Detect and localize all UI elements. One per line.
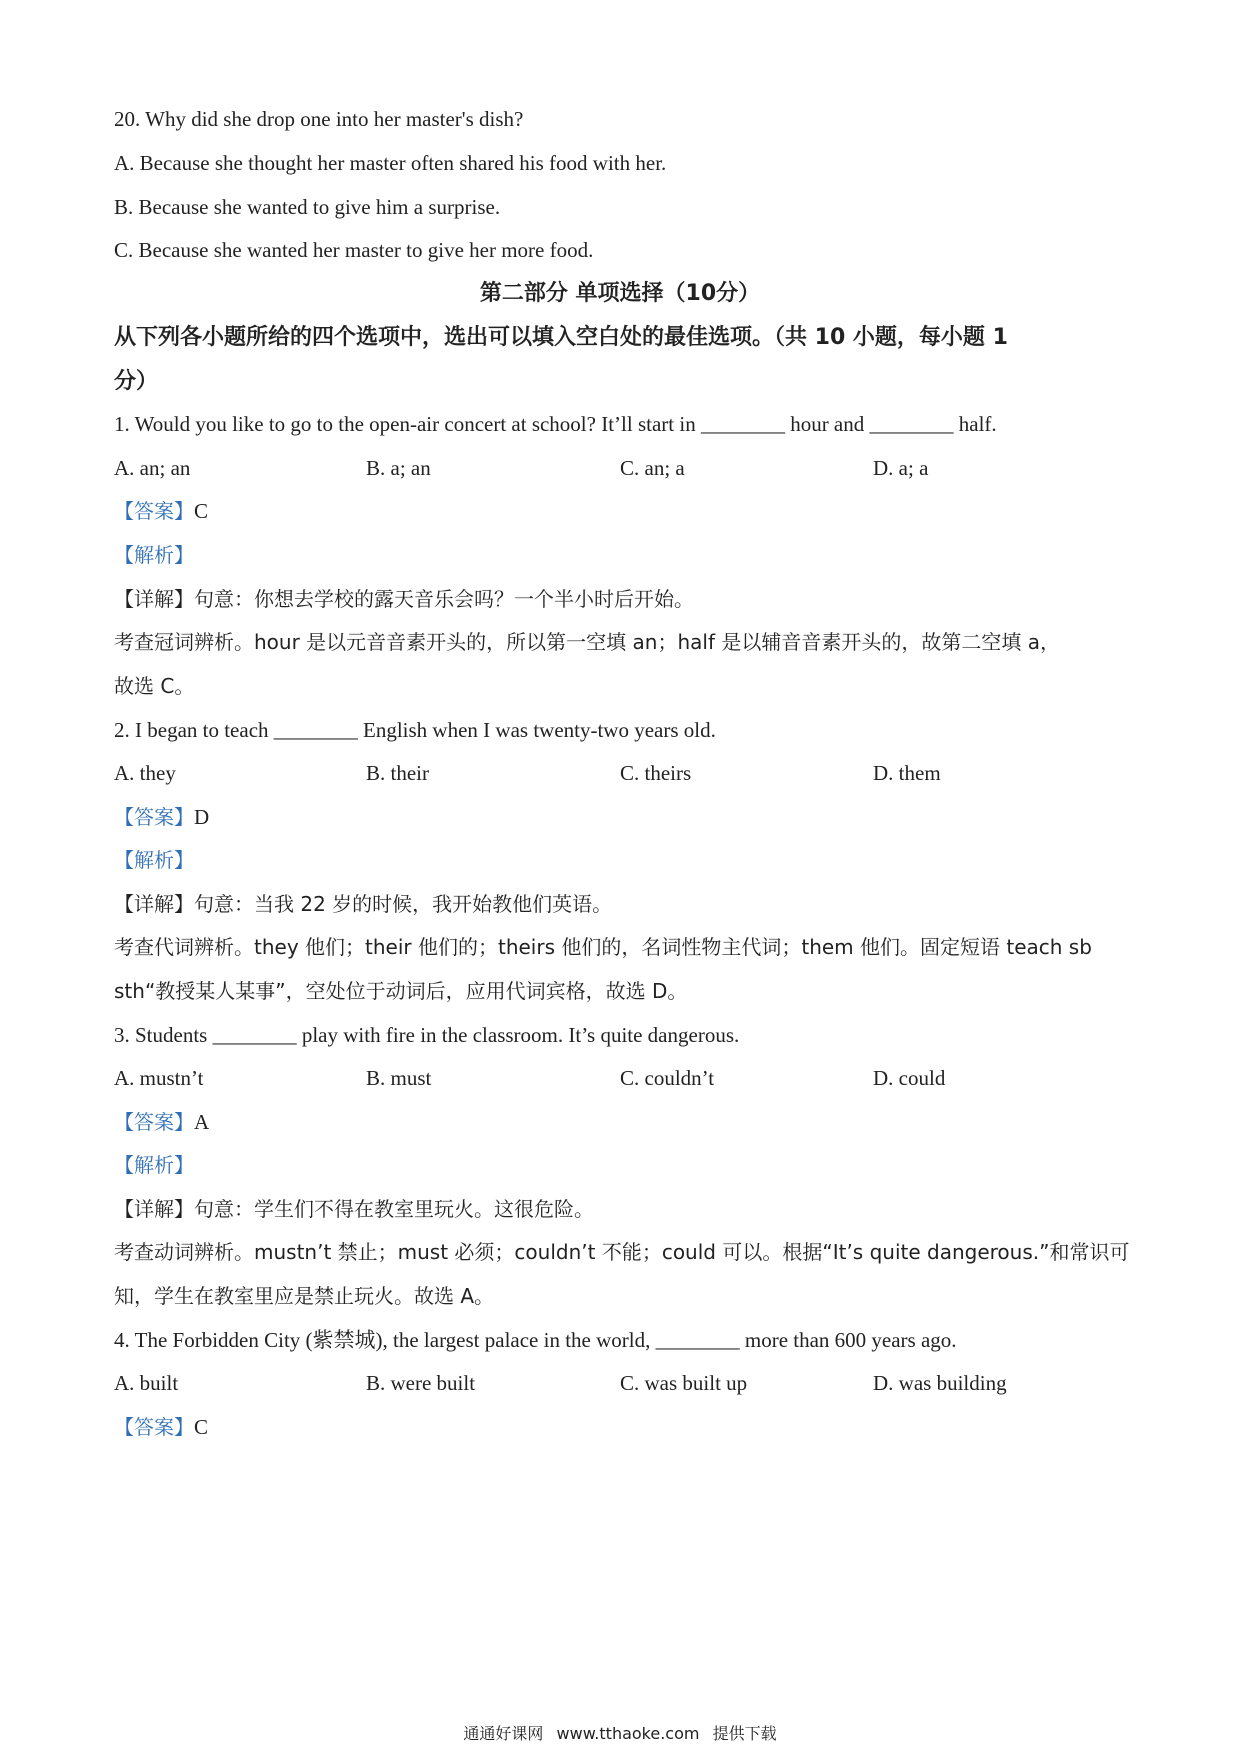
option-d: D. could bbox=[873, 1066, 946, 1090]
question-1-answer bbox=[114, 497, 208, 525]
option-a: A. mustn’t bbox=[114, 1066, 204, 1090]
answer-value: C bbox=[194, 1415, 209, 1439]
question-1-detail bbox=[114, 585, 694, 613]
question-4-answer bbox=[114, 1413, 208, 1441]
answer-value: A bbox=[194, 1110, 210, 1134]
question-1-analysis bbox=[114, 541, 194, 569]
question-20-option-a: A. Because she thought her master often shared his food with her. bbox=[114, 151, 667, 175]
answer-label: 【答案】 bbox=[114, 1415, 194, 1439]
option-d: D. was building bbox=[873, 1371, 1007, 1395]
option-c: C. was built up bbox=[620, 1371, 748, 1395]
option-d: D. them bbox=[873, 761, 941, 785]
section-instruction-line1: 从下列各小题所给的四个选项中，选出可以填入空白处的最佳选项。（共 10 小题，每小题 1 bbox=[114, 325, 1008, 350]
section-title: 第二部分 单项选择（10分） bbox=[479, 281, 761, 306]
question-2-options bbox=[114, 759, 1134, 787]
detail-label: 【详解】 bbox=[114, 892, 194, 916]
answer-value: D bbox=[194, 805, 210, 829]
option-b: B. must bbox=[366, 1066, 432, 1090]
option-a: A. they bbox=[114, 761, 176, 785]
question-1-stem: 1. Would you like to go to the open-air concert at school? It’ll start in ________ hour and ________ half. bbox=[114, 412, 997, 436]
question-3-stem: 3. Students ________ play with fire in the classroom. It’s quite dangerous. bbox=[114, 1023, 740, 1047]
analysis-label: 【解析】 bbox=[114, 848, 194, 872]
detail-label: 【详解】 bbox=[114, 1197, 194, 1221]
question-3-explanation-line2: 知，学生在教室里应是禁止玩火。故选 A。 bbox=[114, 1284, 495, 1308]
question-2-answer bbox=[114, 803, 209, 831]
question-2-analysis bbox=[114, 846, 194, 874]
question-3-detail bbox=[114, 1195, 594, 1223]
option-b: B. their bbox=[366, 761, 429, 785]
question-4-stem: 4. The Forbidden City (紫禁城), the largest palace in the world, ________ more than 600 years ago. bbox=[114, 1328, 957, 1352]
question-1-explanation-line2: 故选 C。 bbox=[114, 674, 195, 698]
option-b: B. a; an bbox=[366, 456, 431, 480]
answer-label: 【答案】 bbox=[114, 1110, 194, 1134]
answer-label: 【答案】 bbox=[114, 805, 194, 829]
section-instruction-line2: 分） bbox=[114, 369, 159, 394]
question-3-options bbox=[114, 1064, 1134, 1092]
question-20-option-c: C. Because she wanted her master to give her more food. bbox=[114, 238, 594, 262]
footer-site-name: 通通好课网 bbox=[463, 1724, 544, 1743]
question-20-option-b: B. Because she wanted to give him a surprise. bbox=[114, 195, 501, 219]
option-c: C. an; a bbox=[620, 456, 685, 480]
answer-label: 【答案】 bbox=[114, 499, 194, 523]
footer-note: 提供下载 bbox=[712, 1724, 777, 1743]
question-2-detail bbox=[114, 890, 612, 918]
option-c: C. couldn’t bbox=[620, 1066, 715, 1090]
question-2-stem: 2. I began to teach ________ English when I was twenty-two years old. bbox=[114, 718, 716, 742]
analysis-label: 【解析】 bbox=[114, 543, 194, 567]
question-1-explanation-line1: 考查冠词辨析。hour 是以元音音素开头的，所以第一空填 an；half 是以辅音音素开头的，故第二空填 a， bbox=[114, 630, 1060, 654]
detail-text: 句意：当我 22 岁的时候，我开始教他们英语。 bbox=[194, 892, 613, 916]
question-2-explanation-line2: sth“教授某人某事”，空处位于动词后，应用代词宾格，故选 D。 bbox=[114, 979, 688, 1003]
detail-text: 句意：学生们不得在教室里玩火。这很危险。 bbox=[194, 1197, 594, 1221]
option-d: D. a; a bbox=[873, 456, 929, 480]
question-1-options bbox=[114, 454, 1134, 482]
question-4-options bbox=[114, 1369, 1134, 1397]
question-3-answer bbox=[114, 1108, 209, 1136]
option-a: A. built bbox=[114, 1371, 179, 1395]
question-2-explanation-line1: 考查代词辨析。they 他们；their 他们的；theirs 他们的，名词性物主代词；them 他们。固定短语 teach sb bbox=[114, 935, 1092, 959]
detail-text: 句意：你想去学校的露天音乐会吗？一个半小时后开始。 bbox=[194, 587, 694, 611]
question-3-analysis bbox=[114, 1151, 194, 1179]
question-20-stem: 20. Why did she drop one into her master's dish? bbox=[114, 107, 524, 131]
option-a: A. an; an bbox=[114, 456, 191, 480]
page-footer bbox=[0, 1723, 1240, 1745]
question-3-explanation-line1: 考查动词辨析。mustn’t 禁止；must 必须；couldn’t 不能；could 可以。根据“It’s quite dangerous.”和常识可 bbox=[114, 1240, 1130, 1264]
analysis-label: 【解析】 bbox=[114, 1153, 194, 1177]
option-b: B. were built bbox=[366, 1371, 476, 1395]
answer-value: C bbox=[194, 499, 209, 523]
option-c: C. theirs bbox=[620, 761, 692, 785]
detail-label: 【详解】 bbox=[114, 587, 194, 611]
footer-url[interactable]: www.tthaoke.com bbox=[556, 1724, 700, 1743]
